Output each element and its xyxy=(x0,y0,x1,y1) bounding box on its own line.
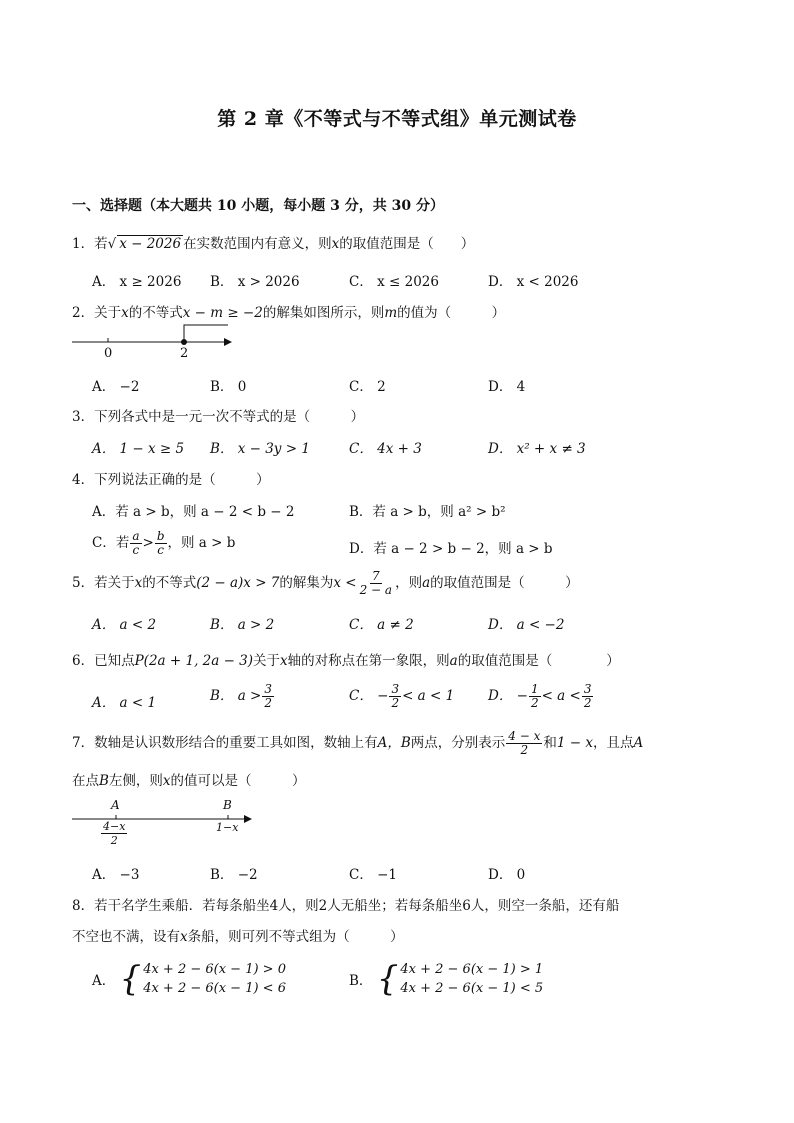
q7-frac-den: 2 xyxy=(520,743,529,757)
q4-c-frac1 xyxy=(130,530,141,557)
q4-option-a[interactable]: A．若 a > b，则 a − 2 < b − 2 xyxy=(92,504,295,520)
q5-expr: (2 − a)x > 7 xyxy=(196,575,280,591)
q7-axis-label-a: A xyxy=(111,798,120,812)
q6-pre: 6．已知点 xyxy=(72,653,135,669)
q7-l1-post: 和 xyxy=(543,735,557,751)
q7-l2-post: 的值可以是（ ） xyxy=(170,773,306,789)
q1-pre: 1．若 xyxy=(72,236,108,252)
q6-b-pre: B． a > xyxy=(210,688,262,704)
q6-d-frac2 xyxy=(582,683,594,710)
q4-c-den1: c xyxy=(132,543,140,557)
q2-var: x xyxy=(121,305,129,321)
q6-c-post: < a < 1 xyxy=(402,688,455,704)
q2-axis-label-2: 2 xyxy=(180,346,189,361)
q7-expr2: 1 − x xyxy=(556,735,593,751)
q5-mid3: ，则 xyxy=(395,575,423,591)
q6-post: 轴的对称点在第一象限，则 xyxy=(287,653,450,669)
q2-mid2: 的解集如图所示，则 xyxy=(262,305,385,321)
q6-d-den1: 2 xyxy=(530,696,539,710)
q4-option-b[interactable]: B．若 a > b，则 a² > b² xyxy=(349,504,506,520)
q5-option-c[interactable]: C． a ≠ 2 xyxy=(349,617,414,633)
q1-var: x xyxy=(331,236,340,252)
q7-point-a: A xyxy=(633,735,644,751)
q2-axis-label-0: 0 xyxy=(104,346,113,361)
q6-d-num2: 3 xyxy=(583,682,592,696)
q1-post: 在实数范围内有意义，则 xyxy=(183,236,332,252)
q5-mid2: 的解集为 xyxy=(279,575,334,591)
q7-l1-pre: 7．数轴是认识数形结合的重要工具如图，数轴上有 xyxy=(72,735,378,751)
q2-option-a[interactable]: A． −2 xyxy=(92,379,140,395)
q6-option-b[interactable] xyxy=(210,683,275,710)
q7-axis-value-a xyxy=(100,820,128,847)
q5-var: x xyxy=(134,575,143,591)
q6-d-den2: 2 xyxy=(583,696,592,710)
q7-axis-frac-a xyxy=(101,820,127,847)
q4-c-frac2 xyxy=(155,530,167,557)
q8-b-system xyxy=(377,960,543,998)
q7-option-a[interactable]: A． −3 xyxy=(92,867,140,883)
page-title: 第 2 章《不等式与不等式组》单元测试卷 xyxy=(217,108,577,130)
q8-option-a[interactable] xyxy=(92,960,286,998)
q4-c-pre: C．若 xyxy=(92,535,130,551)
q6-var: x xyxy=(280,653,288,669)
question-1 xyxy=(72,232,474,252)
q5-pre: 5．若关于 xyxy=(72,575,135,591)
q3-option-c[interactable]: C． 4x + 3 xyxy=(349,441,422,457)
q7-option-c[interactable]: C． −1 xyxy=(349,867,398,883)
q2-mid: 的不等式 xyxy=(128,305,183,321)
q2-expr: x − m ≥ −2 xyxy=(182,305,263,321)
q6-d-num1: 1 xyxy=(530,682,539,696)
q4-option-d[interactable]: D．若 a − 2 > b − 2，则 a > b xyxy=(349,541,553,557)
q5-option-d[interactable]: D． a < −2 xyxy=(488,617,565,633)
q8-var: x xyxy=(180,929,188,945)
q1-radicand: x − 2026 xyxy=(119,236,182,252)
question-4: 4．下列说法正确的是（ ） xyxy=(72,472,270,488)
q1-option-b[interactable]: B． x > 2026 xyxy=(210,274,300,290)
q6-c-num: 3 xyxy=(391,682,400,696)
q7-axis-a-den: 2 xyxy=(110,834,118,847)
q7-point-b: B xyxy=(99,773,109,789)
q2-pre: 2．关于 xyxy=(72,305,122,321)
q7-axis-value-b: 1−x xyxy=(216,821,239,834)
question-3: 3．下列各式中是一元一次不等式的是（ ） xyxy=(72,409,365,425)
q2-option-d[interactable]: D． 4 xyxy=(488,379,526,395)
q2-post: 的值为（ ） xyxy=(397,305,506,321)
q6-d-mid: < a < xyxy=(541,688,581,704)
q7-option-b[interactable]: B． −2 xyxy=(210,867,258,883)
q5-sol-den: 2 − a xyxy=(359,583,393,597)
q5-post: 的取值范围是（ ） xyxy=(430,575,579,591)
q6-c-frac xyxy=(389,683,401,710)
q3-option-b[interactable]: B． x − 3y > 1 xyxy=(210,441,310,457)
q8-a-label: A． xyxy=(92,973,116,989)
q8-b-label: B． xyxy=(349,973,373,989)
q1-post2: 的取值范围是（ ） xyxy=(339,236,475,252)
q6-post2: 的取值范围是（ ） xyxy=(457,653,620,669)
q6-c-den: 2 xyxy=(391,696,400,710)
q7-l2-pre: 在点 xyxy=(72,773,99,789)
q2-option-c[interactable]: C． 2 xyxy=(349,379,386,395)
q6-d-frac1 xyxy=(529,683,541,710)
q1-option-d[interactable]: D． x < 2026 xyxy=(488,274,579,290)
q6-b-num: 3 xyxy=(264,682,273,696)
q7-axis-a-num: 4−x xyxy=(103,820,126,833)
q6-b-den: 2 xyxy=(264,696,273,710)
q7-var: x xyxy=(162,773,171,789)
q4-option-c[interactable] xyxy=(92,530,235,557)
q6-mid: 关于 xyxy=(253,653,281,669)
q8-a-line1: 4x + 2 − 6(x − 1) > 0 xyxy=(143,962,286,977)
q4-c-num2: b xyxy=(156,529,165,543)
q2-option-b[interactable]: B． 0 xyxy=(210,379,247,395)
q7-l1-end: ，且点 xyxy=(592,735,634,751)
q5-sol-frac xyxy=(358,570,394,597)
q6-d-pre: D． − xyxy=(488,688,528,704)
question-6 xyxy=(72,649,620,669)
q7-l2-mid: 左侧，则 xyxy=(108,773,163,789)
q8-b-line2: 4x + 2 − 6(x − 1) < 5 xyxy=(400,981,544,996)
q7-points: A，B xyxy=(377,735,411,751)
question-7-line-1 xyxy=(72,730,643,757)
q4-c-gt: > xyxy=(142,535,154,551)
section-heading: 一、选择题（本大题共 10 小题，每小题 3 分，共 30 分） xyxy=(72,198,444,214)
sqrt-sign: √ xyxy=(107,236,117,252)
question-5 xyxy=(72,570,579,597)
q4-c-num1: a xyxy=(132,529,140,543)
brace-icon: { xyxy=(119,959,142,999)
q5-var2: a xyxy=(422,575,431,591)
q8-l2-post: 条船，则可列不等式组为（ ） xyxy=(187,929,404,945)
brace-icon: { xyxy=(376,959,399,999)
question-2 xyxy=(72,301,505,321)
q4-c-den2: c xyxy=(157,543,165,557)
q8-option-b[interactable] xyxy=(349,960,543,998)
question-7-line-2 xyxy=(72,769,306,789)
q6-option-a[interactable]: A． a < 1 xyxy=(92,695,157,711)
q7-frac xyxy=(506,730,542,757)
q7-option-d[interactable]: D． 0 xyxy=(488,867,526,883)
q4-c-post: ，则 a > b xyxy=(167,535,236,551)
q1-option-c[interactable]: C． x ≤ 2026 xyxy=(349,274,439,290)
q5-mid: 的不等式 xyxy=(142,575,197,591)
q5-sol-num: 7 xyxy=(372,569,380,583)
q7-axis-label-b: B xyxy=(223,798,232,812)
q6-option-c[interactable] xyxy=(349,683,454,710)
question-8-line-2 xyxy=(72,925,404,945)
question-8-line-1: 8．若干名学生乘船．若每条船坐4人，则2人无船坐；若每条船坐6人，则空一条船，还有船 xyxy=(72,898,620,914)
q6-c-pre: C． − xyxy=(349,688,389,704)
q6-option-d[interactable] xyxy=(488,683,594,710)
q6-var2: a xyxy=(449,653,458,669)
q6-b-frac xyxy=(262,683,274,710)
q3-option-a[interactable]: A． 1 − x ≥ 5 xyxy=(92,441,185,457)
q7-l1-mid: 两点，分别表示 xyxy=(410,735,506,751)
q8-b-line1: 4x + 2 − 6(x − 1) > 1 xyxy=(400,962,544,977)
q6-point: P(2a + 1, 2a − 3) xyxy=(134,653,254,669)
q8-a-system xyxy=(120,960,286,998)
q2-var2: m xyxy=(384,305,398,321)
q1-option-a[interactable]: A． x ≥ 2026 xyxy=(92,274,182,290)
q5-sol-pre: x < xyxy=(333,575,357,591)
q8-l2-pre: 不空也不满，设有 xyxy=(72,929,180,945)
q5-option-b[interactable]: B． a > 2 xyxy=(210,617,275,633)
q5-option-a[interactable]: A． a < 2 xyxy=(92,617,157,633)
q7-frac-num: 4 − x xyxy=(508,729,541,743)
q8-a-line2: 4x + 2 − 6(x − 1) < 6 xyxy=(143,981,286,996)
q3-option-d[interactable]: D． x² + x ≠ 3 xyxy=(488,441,586,457)
